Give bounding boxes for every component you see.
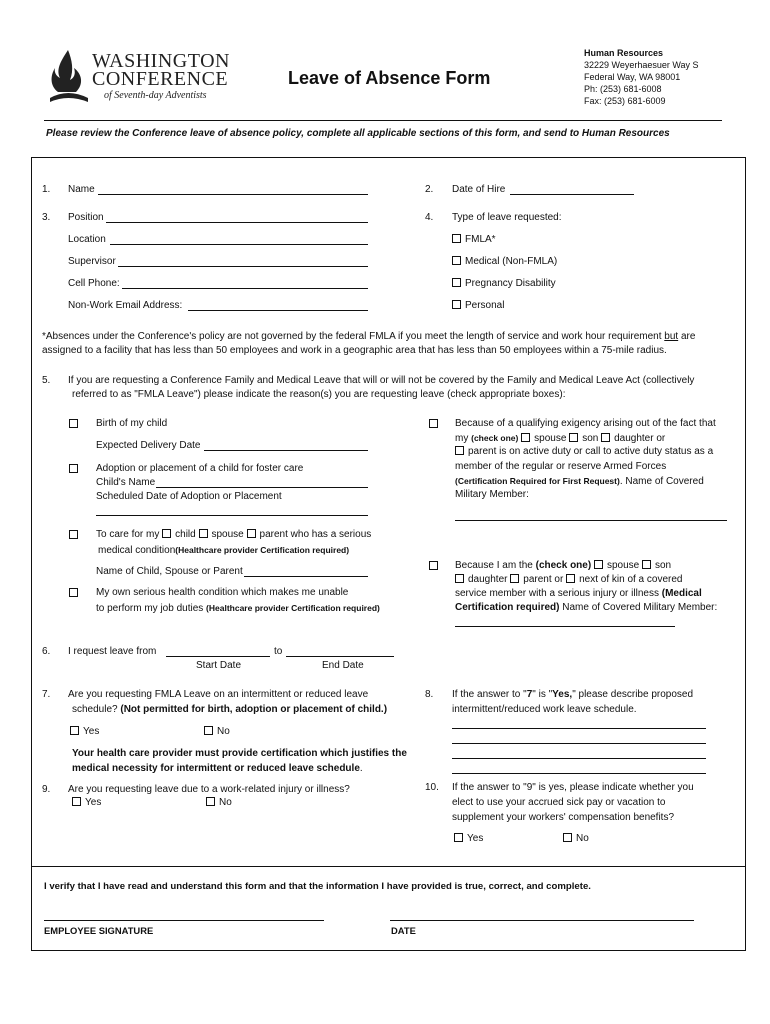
q10-line2: elect to use your accrued sick pay or vacation to — [452, 797, 666, 808]
logo — [46, 48, 246, 108]
q4-label: Type of leave requested: — [452, 212, 562, 223]
q2-num: 2. — [425, 184, 434, 195]
next-of-kin-line1: Because I am the (check one) spouse son — [455, 560, 672, 571]
hr-phone: Ph: (253) 681-6008 — [584, 84, 662, 94]
q7-num: 7. — [42, 689, 51, 700]
own-condition-checkbox[interactable] — [69, 588, 78, 597]
name-child-spouse-field[interactable] — [244, 576, 368, 577]
footnote-line2: assigned to a facility that has less than 50 employees and work in a geographic area that has less than 50 employees within a 75-mile radius. — [42, 345, 667, 356]
childs-name-field[interactable] — [156, 487, 368, 488]
intro-text: Please review the Conference leave of absence policy, complete all applicable sections of this form, and send to Human Resources — [46, 128, 670, 139]
logo-line2: CONFERENCE — [92, 68, 229, 90]
name-child-spouse-label: Name of Child, Spouse or Parent — [96, 566, 243, 577]
checkbox[interactable] — [70, 726, 79, 735]
spouse-checkbox[interactable] — [594, 560, 603, 569]
checkbox[interactable] — [204, 726, 213, 735]
schedule-field-1[interactable] — [452, 728, 706, 729]
exigency-line5: (Certification Required for First Request). Name of Covered — [455, 476, 704, 487]
q5-line1: If you are requesting a Conference Family and Medical Leave that will or will not be covered by the Family and Medical Leave Act (collectively — [68, 375, 695, 386]
parent-checkbox[interactable] — [455, 446, 464, 455]
position-field[interactable] — [106, 222, 368, 223]
checkbox[interactable] — [72, 797, 81, 806]
hcp-note-line1: Your health care provider must provide certification which justifies the — [72, 748, 407, 759]
hr-fax: Fax: (253) 681-6009 — [584, 96, 666, 106]
leave-end-field[interactable] — [286, 656, 394, 657]
checkbox[interactable] — [206, 797, 215, 806]
birth-label: Birth of my child — [96, 418, 168, 429]
checkbox[interactable] — [454, 833, 463, 842]
schedule-field-4[interactable] — [452, 773, 706, 774]
q6-to: to — [274, 646, 283, 657]
q8-line1: If the answer to "7" is "Yes," please describe proposed — [452, 689, 694, 700]
q7-yes[interactable]: Yes — [70, 726, 99, 738]
hr-address1: 32229 Weyerhaesuer Way S — [584, 60, 699, 70]
hr-dept: Human Resources — [584, 48, 664, 58]
q2-label: Date of Hire — [452, 184, 506, 195]
adoption-checkbox[interactable] — [69, 464, 78, 473]
page-title: Leave of Absence Form — [288, 68, 491, 88]
name-field[interactable] — [98, 194, 368, 195]
verify-text: I verify that I have read and understand this form and that the information I have provided is true, correct, and complete. — [44, 881, 591, 892]
leave-type-pregnancy[interactable]: Pregnancy Disability — [452, 278, 556, 290]
q5-num: 5. — [42, 375, 51, 386]
daughter-checkbox[interactable] — [455, 574, 464, 583]
signature-label: EMPLOYEE SIGNATURE — [44, 925, 154, 936]
q9-num: 9. — [42, 784, 51, 795]
next-of-kin-line4: Certification required) Name of Covered Military Member: — [455, 602, 718, 613]
logo-line3: of Seventh-day Adventists — [104, 90, 207, 101]
q8-num: 8. — [425, 689, 434, 700]
childs-name-label: Child's Name — [96, 477, 156, 488]
checkbox[interactable] — [452, 300, 461, 309]
next-of-kin-option-checkbox[interactable] — [566, 574, 575, 583]
exigency-line6: Military Member: — [455, 489, 529, 500]
q9-yes[interactable]: Yes — [72, 797, 101, 809]
spouse-checkbox[interactable] — [521, 433, 530, 442]
schedule-field-3[interactable] — [452, 758, 706, 759]
exigency-line2: my (check one) spouse son daughter or — [455, 433, 666, 444]
expected-delivery-field[interactable] — [204, 450, 368, 451]
spouse-checkbox[interactable] — [199, 529, 208, 538]
q7-line2: schedule? (Not permitted for birth, adoption or placement of child.) — [72, 704, 388, 715]
q10-line3: supplement your workers' compensation benefits? — [452, 812, 675, 823]
child-checkbox[interactable] — [162, 529, 171, 538]
start-date-label: Start Date — [196, 660, 242, 671]
parent-checkbox[interactable] — [247, 529, 256, 538]
parent-checkbox[interactable] — [510, 574, 519, 583]
leave-type-medical[interactable]: Medical (Non-FMLA) — [452, 256, 557, 268]
checkbox[interactable] — [452, 278, 461, 287]
hcp-note-line2: medical necessity for intermittent or reduced leave schedule. — [72, 763, 363, 774]
email-field[interactable] — [188, 310, 368, 311]
sched-date-label: Scheduled Date of Adoption or Placement — [96, 491, 282, 502]
cell-label: Cell Phone: — [68, 278, 120, 289]
leave-type-fmla[interactable]: FMLA* — [452, 234, 496, 246]
sched-date-field[interactable] — [96, 515, 368, 516]
expected-delivery-label: Expected Delivery Date — [96, 440, 201, 451]
q10-no[interactable]: No — [563, 833, 589, 845]
adoption-label: Adoption or placement of a child for foster care — [96, 463, 304, 474]
exigency-checkbox[interactable] — [429, 419, 438, 428]
exigency-line1: Because of a qualifying exigency arising out of the fact that — [455, 418, 716, 429]
verify-divider — [31, 866, 746, 867]
q3-num: 3. — [42, 212, 51, 223]
logo-line1: WASHINGTON — [92, 50, 230, 72]
q10-num: 10. — [425, 782, 439, 793]
own-condition-line1: My own serious health condition which makes me unable — [96, 587, 349, 598]
date-field[interactable] — [390, 920, 694, 921]
care-line2: medical condition(Healthcare provider Certification required) — [98, 545, 350, 556]
military-member-field[interactable] — [455, 520, 727, 521]
next-of-kin-line2: daughter parent or next of kin of a covered — [455, 574, 682, 586]
header-divider — [44, 120, 722, 121]
q10-yes[interactable]: Yes — [454, 833, 483, 845]
q10-line1: If the answer to "9" is yes, please indicate whether you — [452, 782, 694, 793]
supervisor-label: Supervisor — [68, 256, 116, 267]
exigency-line3: parent is on active duty or call to active duty status as a — [455, 446, 713, 458]
son-checkbox[interactable] — [642, 560, 651, 569]
q4-num: 4. — [425, 212, 434, 223]
q6-label: I request leave from — [68, 646, 157, 657]
q3-label: Position — [68, 212, 104, 223]
signature-field[interactable] — [44, 920, 324, 921]
hr-address2: Federal Way, WA 98001 — [584, 72, 681, 82]
location-field[interactable] — [110, 244, 368, 245]
q7-line1: Are you requesting FMLA Leave on an intermittent or reduced leave — [68, 689, 369, 700]
next-of-kin-checkbox[interactable] — [429, 561, 438, 570]
schedule-field-2[interactable] — [452, 743, 706, 744]
care-checkbox[interactable] — [69, 530, 78, 539]
q1-num: 1. — [42, 184, 51, 195]
q1-label: Name — [68, 184, 95, 195]
supervisor-field[interactable] — [118, 266, 368, 267]
location-label: Location — [68, 234, 106, 245]
birth-checkbox[interactable] — [69, 419, 78, 428]
care-line1: To care for my child spouse parent who has a serious — [96, 529, 372, 540]
own-condition-line2: to perform my job duties (Healthcare provider Certification required) — [96, 603, 380, 614]
cell-field[interactable] — [122, 288, 368, 289]
footnote-line1: *Absences under the Conference's policy are not governed by the federal FMLA if you meet the length of service and work hour requirement but are — [42, 331, 696, 342]
date-of-hire-field[interactable] — [510, 194, 634, 195]
leave-start-field[interactable] — [166, 656, 270, 657]
hr-contact — [584, 47, 699, 107]
checkbox[interactable] — [452, 234, 461, 243]
q6-num: 6. — [42, 646, 51, 657]
q8-line2: intermittent/reduced work leave schedule. — [452, 704, 637, 715]
end-date-label: End Date — [322, 660, 364, 671]
checkbox[interactable] — [563, 833, 572, 842]
leave-type-personal[interactable]: Personal — [452, 300, 504, 312]
date-label: DATE — [391, 925, 416, 936]
daughter-checkbox[interactable] — [601, 433, 610, 442]
q5-line2: referred to as "FMLA Leave") please indicate the reason(s) you are requesting leave (check appropriate boxes): — [72, 389, 566, 400]
logo-flame-icon — [46, 48, 92, 106]
son-checkbox[interactable] — [569, 433, 578, 442]
q9-label: Are you requesting leave due to a work-related injury or illness? — [68, 784, 350, 795]
email-label: Non-Work Email Address: — [68, 300, 183, 311]
q7-no[interactable]: No — [204, 726, 230, 738]
checkbox[interactable] — [452, 256, 461, 265]
exigency-line4: member of the regular or reserve Armed Forces — [455, 461, 667, 472]
q9-no[interactable]: No — [206, 797, 232, 809]
next-of-kin-line3: service member with a serious injury or illness (Medical — [455, 588, 702, 599]
covered-member-field[interactable] — [455, 626, 675, 627]
